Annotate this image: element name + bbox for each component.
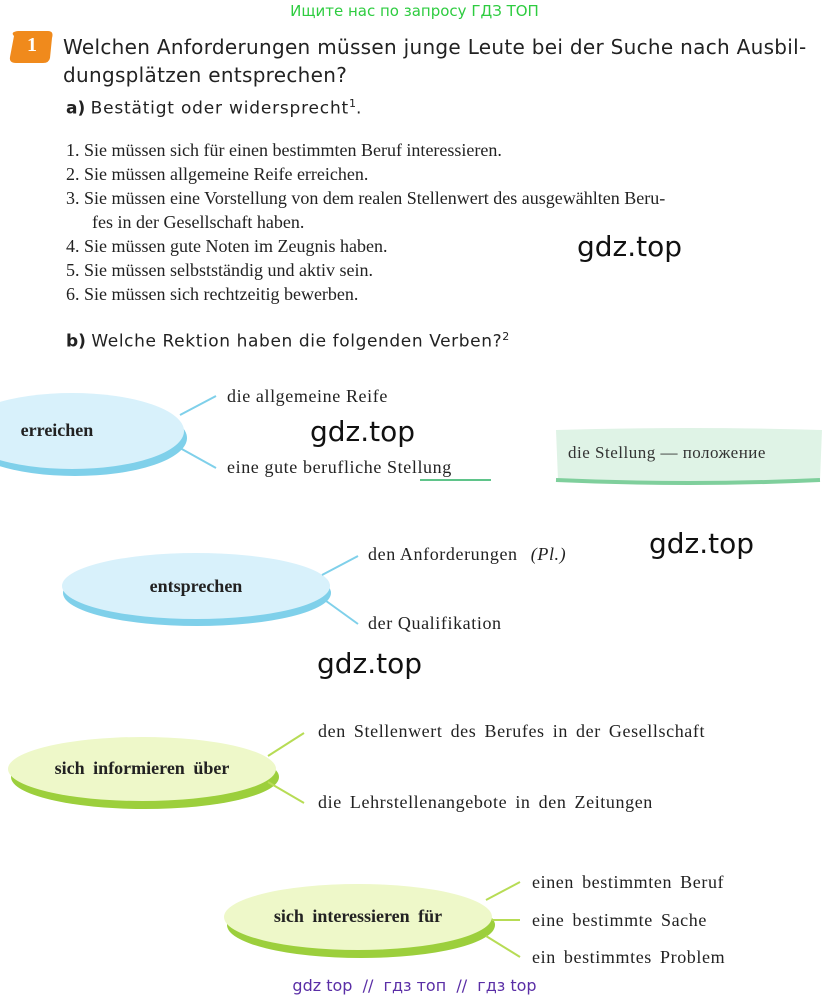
object-item: eine bestimmte Sache [532, 910, 707, 930]
connector-line [268, 782, 304, 803]
object-item-text: den Anforderungen [368, 544, 518, 564]
object-item: der Qualifikation [368, 613, 502, 633]
list-item: 5. Sie müssen selbstständig und aktiv sein. [66, 260, 373, 280]
object-item [227, 457, 452, 478]
list-item: 6. Sie müssen sich rechtzeitig bewerben. [66, 284, 359, 304]
watermark: gdz.top [310, 415, 416, 448]
connector-line [180, 448, 216, 468]
object-item-text: eine gute berufliche [227, 457, 382, 477]
bottom-watermark: gdz top // гдз топ // гдз top [292, 976, 537, 995]
vocab-note: die Stellung — положение [568, 443, 766, 462]
footnote-1: 1 [349, 97, 356, 110]
object-item: ein bestimmtes Problem [532, 947, 726, 967]
object-item: die allgemeine Reife [227, 386, 388, 406]
part-b-heading [66, 330, 509, 352]
watermark: gdz.top [649, 527, 755, 560]
list-item: 4. Sie müssen gute Noten im Zeugnis haben. [66, 236, 388, 256]
task-number: 1 [27, 34, 37, 56]
plural-note: (Pl.) [530, 544, 567, 564]
top-banner: Ищите нас по запросу ГДЗ ТОП [290, 2, 539, 20]
part-a-heading: a) Bestätigt oder widersprecht$^1$. [66, 97, 362, 119]
task-question-text: Welchen Anforderungen müssen junge Leute bei der Suche nach Ausbil-dungsplätzen entsprechen? [63, 35, 807, 87]
object-item [368, 544, 566, 565]
part-b-text: Welche Rektion haben die folgenden Verben? [91, 331, 503, 352]
verb-entsprechen: entsprechen [149, 576, 243, 596]
object-item: die Lehrstellenangebote in den Zeitungen [318, 792, 653, 812]
statement-list [66, 138, 826, 306]
verb-sich-informieren-ueber: sich informieren über [54, 758, 230, 778]
part-a-text: Bestätigt oder widersprecht [90, 98, 349, 119]
part-b-letter: b) [66, 331, 86, 352]
list-item: 3. Sie müssen eine Vorstellung von dem realen Stellenwert des ausgewählten Beru- [66, 188, 666, 208]
object-item: den Stellenwert des Berufes in der Gesellschaft [318, 721, 706, 741]
object-item: einen bestimmten Beruf [532, 872, 725, 892]
part-a-letter: a) [66, 98, 86, 119]
footnote-2: 2 [502, 330, 510, 343]
connector-line [268, 733, 304, 756]
verb-erreichen: erreichen [20, 420, 94, 440]
list-item: 1. Sie müssen sich für einen bestimmten Beruf interessieren. [66, 140, 502, 160]
object-item-highlight: Stellung [387, 457, 452, 477]
connector-line [486, 882, 520, 900]
task-question [63, 33, 823, 89]
list-item-continuation: fes in der Gesellschaft haben. [92, 212, 305, 232]
verb-sich-interessieren-fuer: sich interessieren für [273, 906, 443, 926]
list-item: 2. Sie müssen allgemeine Reife erreichen. [66, 164, 369, 184]
connector-line [180, 396, 216, 415]
connector-line [322, 556, 358, 575]
connector-line [322, 598, 358, 624]
watermark: gdz.top [317, 647, 423, 680]
watermark: gdz.top [577, 230, 683, 263]
connector-line [486, 936, 520, 957]
